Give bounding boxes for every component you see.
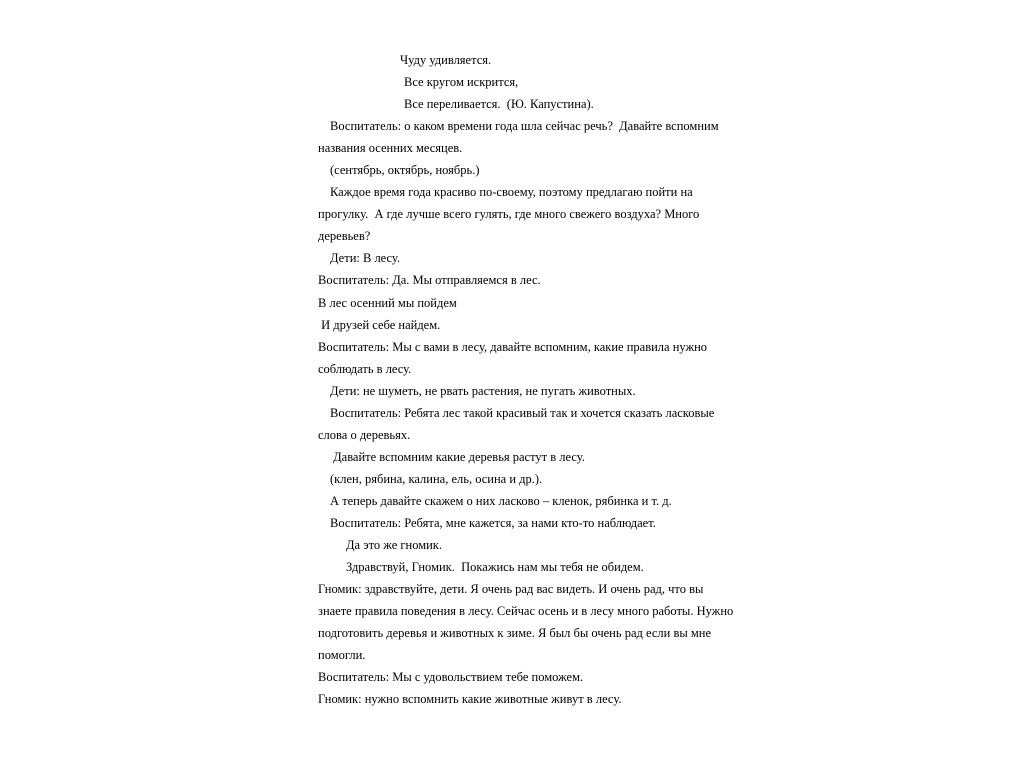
paragraph-line: Дети: не шуметь, не рвать растения, не пугать животных. xyxy=(330,383,636,398)
poem-line: И друзей себе найдем. xyxy=(318,317,441,332)
paragraph-line: Каждое время года красиво по-своему, поэтому предлагаю пойти на xyxy=(330,185,693,200)
poem-line: Все переливается. (Ю. Капустина). xyxy=(404,97,594,112)
paragraph-line: (клен, рябина, калина, ель, осина и др.). xyxy=(330,471,543,486)
paragraph-line: Воспитатель: Мы с удовольствием тебе поможем. xyxy=(318,670,584,685)
paragraph-line: соблюдать в лесу. xyxy=(318,361,412,376)
paragraph-line: Давайте вспомним какие деревья растут в лесу. xyxy=(330,449,585,464)
poem-line: Чуду удивляется. xyxy=(400,53,492,67)
paragraph-line: Гномик: здравствуйте, дети. Я очень рад вас видеть. И очень рад, что вы xyxy=(318,582,704,597)
paragraph-line: прогулку. А где лучше всего гулять, где много свежего воздуха? Много xyxy=(318,207,700,222)
poem-line: Все кругом искрится, xyxy=(404,75,519,90)
paragraph-line: Гномик: нужно вспомнить какие животные живут в лесу. xyxy=(318,692,622,707)
paragraph-line: слова о деревьях. xyxy=(318,427,411,442)
paragraph-line: А теперь давайте скажем о них ласково – кленок, рябинка и т. д. xyxy=(330,493,672,508)
document-text xyxy=(318,49,758,710)
paragraph-line: названия осенних месяцев. xyxy=(318,141,463,156)
paragraph-line: Воспитатель: о каком времени года шла сейчас речь? Давайте вспомним xyxy=(330,119,719,134)
paragraph-line: (сентябрь, октябрь, ноябрь.) xyxy=(330,163,480,178)
poem-line: В лес осенний мы пойдем xyxy=(318,295,457,310)
paragraph-line: Да это же гномик. xyxy=(346,538,443,553)
paragraph-line: знаете правила поведения в лесу. Сейчас осень и в лесу много работы. Нужно xyxy=(318,604,734,619)
paragraph-line: Воспитатель: Да. Мы отправляемся в лес. xyxy=(318,273,541,288)
paragraph-line: деревьев? xyxy=(318,229,371,244)
paragraph-line: Воспитатель: Мы с вами в лесу, давайте вспомним, какие правила нужно xyxy=(318,339,708,354)
paragraph-line: подготовить деревья и животных к зиме. Я был бы очень рад если вы мне xyxy=(318,626,712,641)
paragraph-line: Воспитатель: Ребята, мне кажется, за нами кто-то наблюдает. xyxy=(330,515,656,530)
paragraph-line: Воспитатель: Ребята лес такой красивый так и хочется сказать ласковые xyxy=(330,405,715,420)
paragraph-line: Дети: В лесу. xyxy=(330,251,401,266)
paragraph-line: помогли. xyxy=(318,648,366,663)
paragraph-line: Здравствуй, Гномик. Покажись нам мы тебя не обидем. xyxy=(346,560,644,575)
